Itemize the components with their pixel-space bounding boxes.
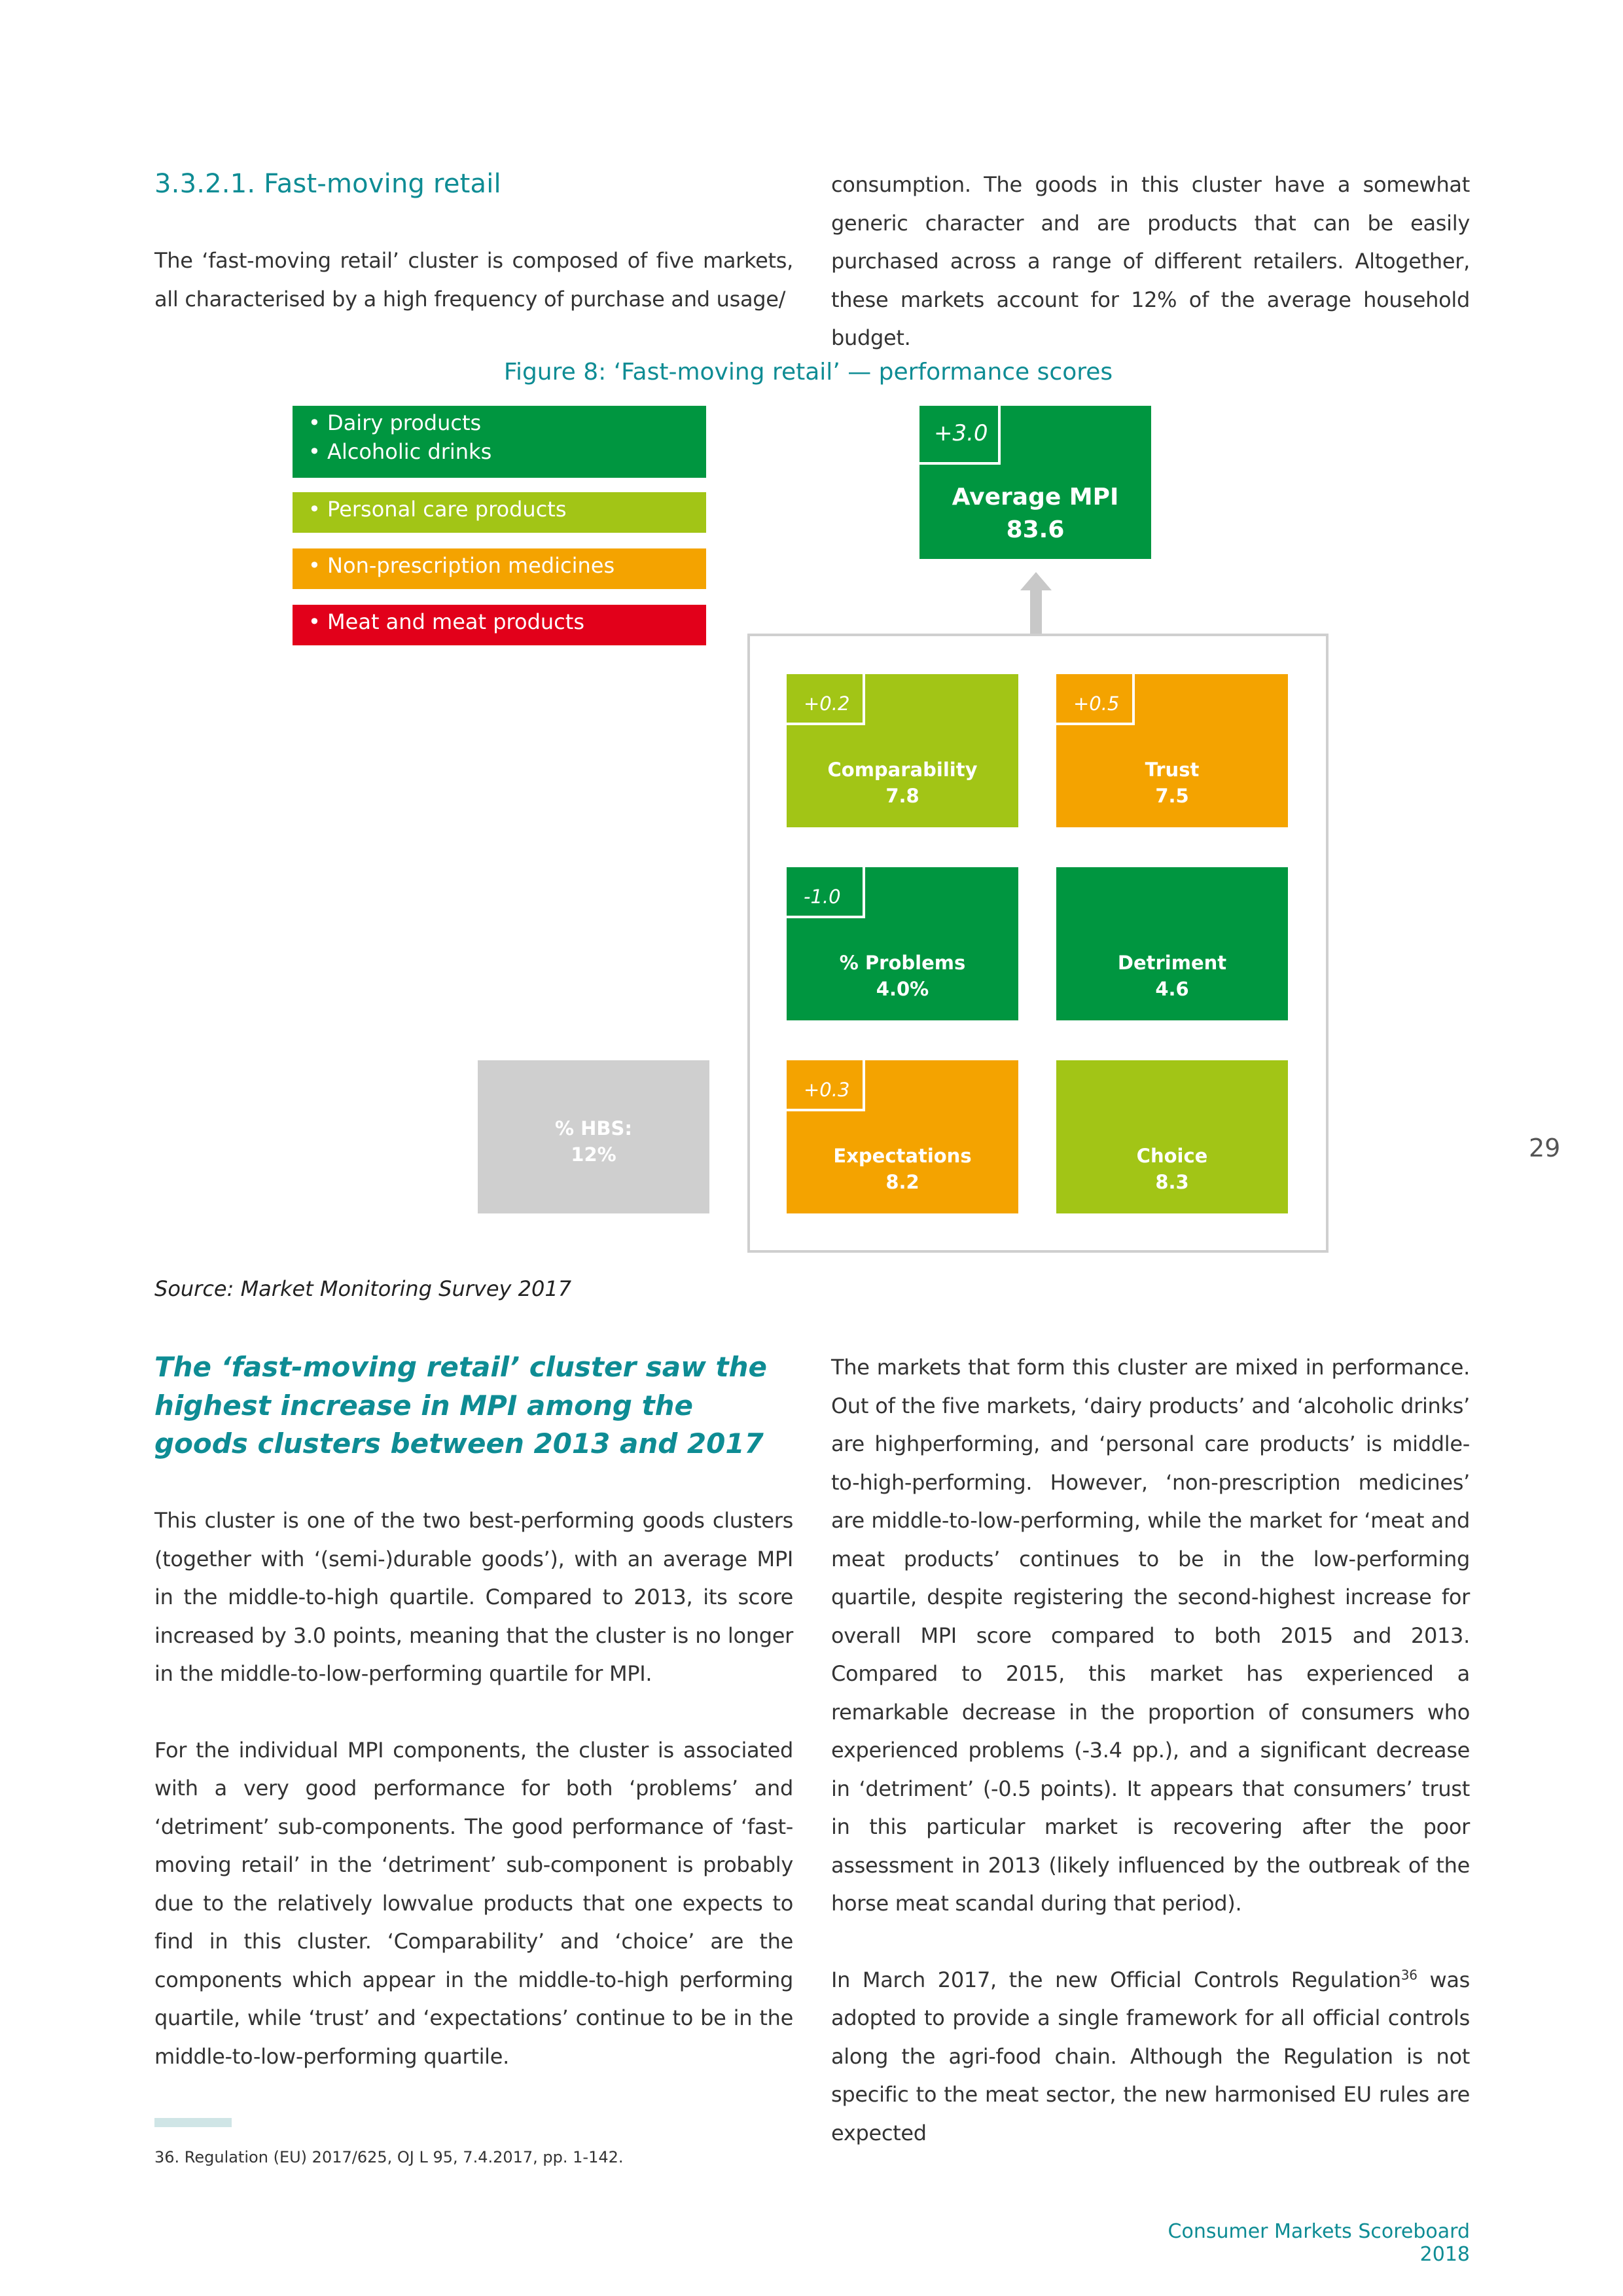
expectations-tile	[787, 1060, 1018, 1213]
hbs-tile	[478, 1060, 709, 1213]
paragraph-text: In March 2017, the new Official Controls Regulation	[831, 1967, 1401, 1992]
body-left-column	[154, 1501, 793, 2075]
intro-right-paragraph: consumption. The goods in this cluster have a somewhat generic character and are products that can be easily purchased across a range of different retailers. Altogether, these markets account for 12% of the average household budget.	[831, 172, 1470, 350]
paragraph-text: was adopted to provide a single framework for all official controls along the agri-food chain. Although the Regulation is not specific to the meat sector, the new harmonised EU rules are expected	[831, 1967, 1470, 2145]
intro-right-column	[831, 166, 1470, 357]
legend-item: • Non-prescription medicines	[308, 553, 615, 578]
body-left-paragraph: For the individual MPI components, the cluster is associated with a very good performance for both ‘problems’ and ‘detriment’ sub-components. The good performance of ‘fast-moving retail’ in the ‘detriment’ sub-component is probably due to the relatively lowvalue products that one expects to find in this cluster. ‘Comparability’ and ‘choice’ are the components which appear in the middle-to-high performing quartile, while ‘trust’ and ‘expectations’ continue to be in the middle-to-low-performing quartile.	[154, 1737, 793, 2069]
average-mpi-value: 83.6	[1006, 516, 1065, 543]
problems-value: 4.0%	[876, 978, 929, 1000]
arrow-up-icon	[1018, 569, 1054, 635]
hbs-label: % HBS:	[554, 1117, 632, 1139]
body-subheading: The ‘fast-moving retail’ cluster saw the highest increase in MPI among the goods clusters between 2013 and 2017	[154, 1351, 768, 1460]
average-mpi-delta: +3.0	[919, 406, 1001, 465]
footnote-divider	[154, 2118, 232, 2127]
average-mpi-label: Average MPI	[952, 484, 1119, 511]
legend-item: • Personal care products	[308, 497, 567, 522]
figure-source: Source: Market Monitoring Survey 2017	[154, 1276, 572, 1301]
section-heading: 3.3.2.1. Fast-moving retail	[154, 169, 501, 199]
page-number: 29	[1529, 1134, 1561, 1162]
footnote-ref[interactable]: 36	[1400, 1966, 1418, 1982]
footnote: 36. Regulation (EU) 2017/625, OJ L 95, 7.4.2017, pp. 1-142.	[154, 2148, 624, 2166]
body-right-column	[831, 1348, 1470, 2152]
choice-tile	[1056, 1060, 1288, 1213]
trust-value: 7.5	[1155, 785, 1189, 807]
comparability-label: Comparability	[827, 759, 978, 781]
trust-label: Trust	[1145, 759, 1200, 781]
expectations-value: 8.2	[885, 1171, 919, 1193]
legend-item: • Alcoholic drinks	[308, 439, 492, 464]
trust-tile	[1056, 674, 1288, 827]
trust-delta: +0.5	[1056, 674, 1135, 725]
intro-left-column	[154, 242, 793, 318]
expectations-delta: +0.3	[787, 1060, 865, 1111]
comparability-delta: +0.2	[787, 674, 865, 725]
average-mpi-tile	[919, 406, 1151, 559]
hbs-value: 12%	[571, 1143, 616, 1166]
problems-delta: -1.0	[787, 867, 865, 918]
problems-label: % Problems	[839, 952, 966, 974]
body-right-paragraph: The markets that form this cluster are mixed in performance. Out of the five markets, ‘dairy products’ and ‘alcoholic drinks’ are highperforming, and ‘personal care products’ is middle-to-high-performing. However, ‘non-prescription medicines’ are middle-to-low-performing, while the market for ‘meat and meat products’ continues to be in the low-performing quartile, despite registering the second-highest increase for overall MPI score compared to both 2015 and 2013. Compared to 2015, this market has experienced a remarkable decrease in the proportion of consumers who experienced problems (-3.4 pp.), and a significant decrease in ‘detriment’ (-0.5 points). It appears that consumers’ trust in this particular market is recovering after the poor assessment in 2013 (likely influenced by the outbreak of the horse meat scandal during that period).	[831, 1355, 1470, 1916]
legend-item: • Meat and meat products	[308, 609, 584, 634]
legend-low	[293, 605, 706, 645]
legend-high	[293, 406, 706, 478]
legend-middle-high	[293, 492, 706, 533]
intro-left-paragraph: The ‘fast-moving retail’ cluster is composed of five markets, all characterised by a high frequency of purchase and usage/	[154, 248, 793, 312]
comparability-tile	[787, 674, 1018, 827]
choice-label: Choice	[1136, 1145, 1208, 1167]
figure-title: Figure 8: ‘Fast-moving retail’ — performance scores	[503, 359, 1113, 386]
detriment-value: 4.6	[1155, 978, 1189, 1000]
legend-item: • Dairy products	[308, 410, 482, 435]
body-left-paragraph: This cluster is one of the two best-performing goods clusters (together with ‘(semi-)durable goods’), with an average MPI in the middle-to-high quartile. Compared to 2013, its score increased by 3.0 points, meaning that the cluster is no longer in the middle-to-low-performing quartile for MPI.	[154, 1508, 793, 1686]
detriment-tile	[1056, 867, 1288, 1020]
comparability-value: 7.8	[885, 785, 919, 807]
problems-tile	[787, 867, 1018, 1020]
legend-middle-low	[293, 548, 706, 589]
body-right-paragraph-2	[831, 1961, 1470, 2153]
expectations-label: Expectations	[833, 1145, 972, 1167]
detriment-label: Detriment	[1117, 952, 1227, 974]
choice-value: 8.3	[1155, 1171, 1189, 1193]
footer-title: Consumer Markets Scoreboard 2018	[1168, 2220, 1470, 2266]
